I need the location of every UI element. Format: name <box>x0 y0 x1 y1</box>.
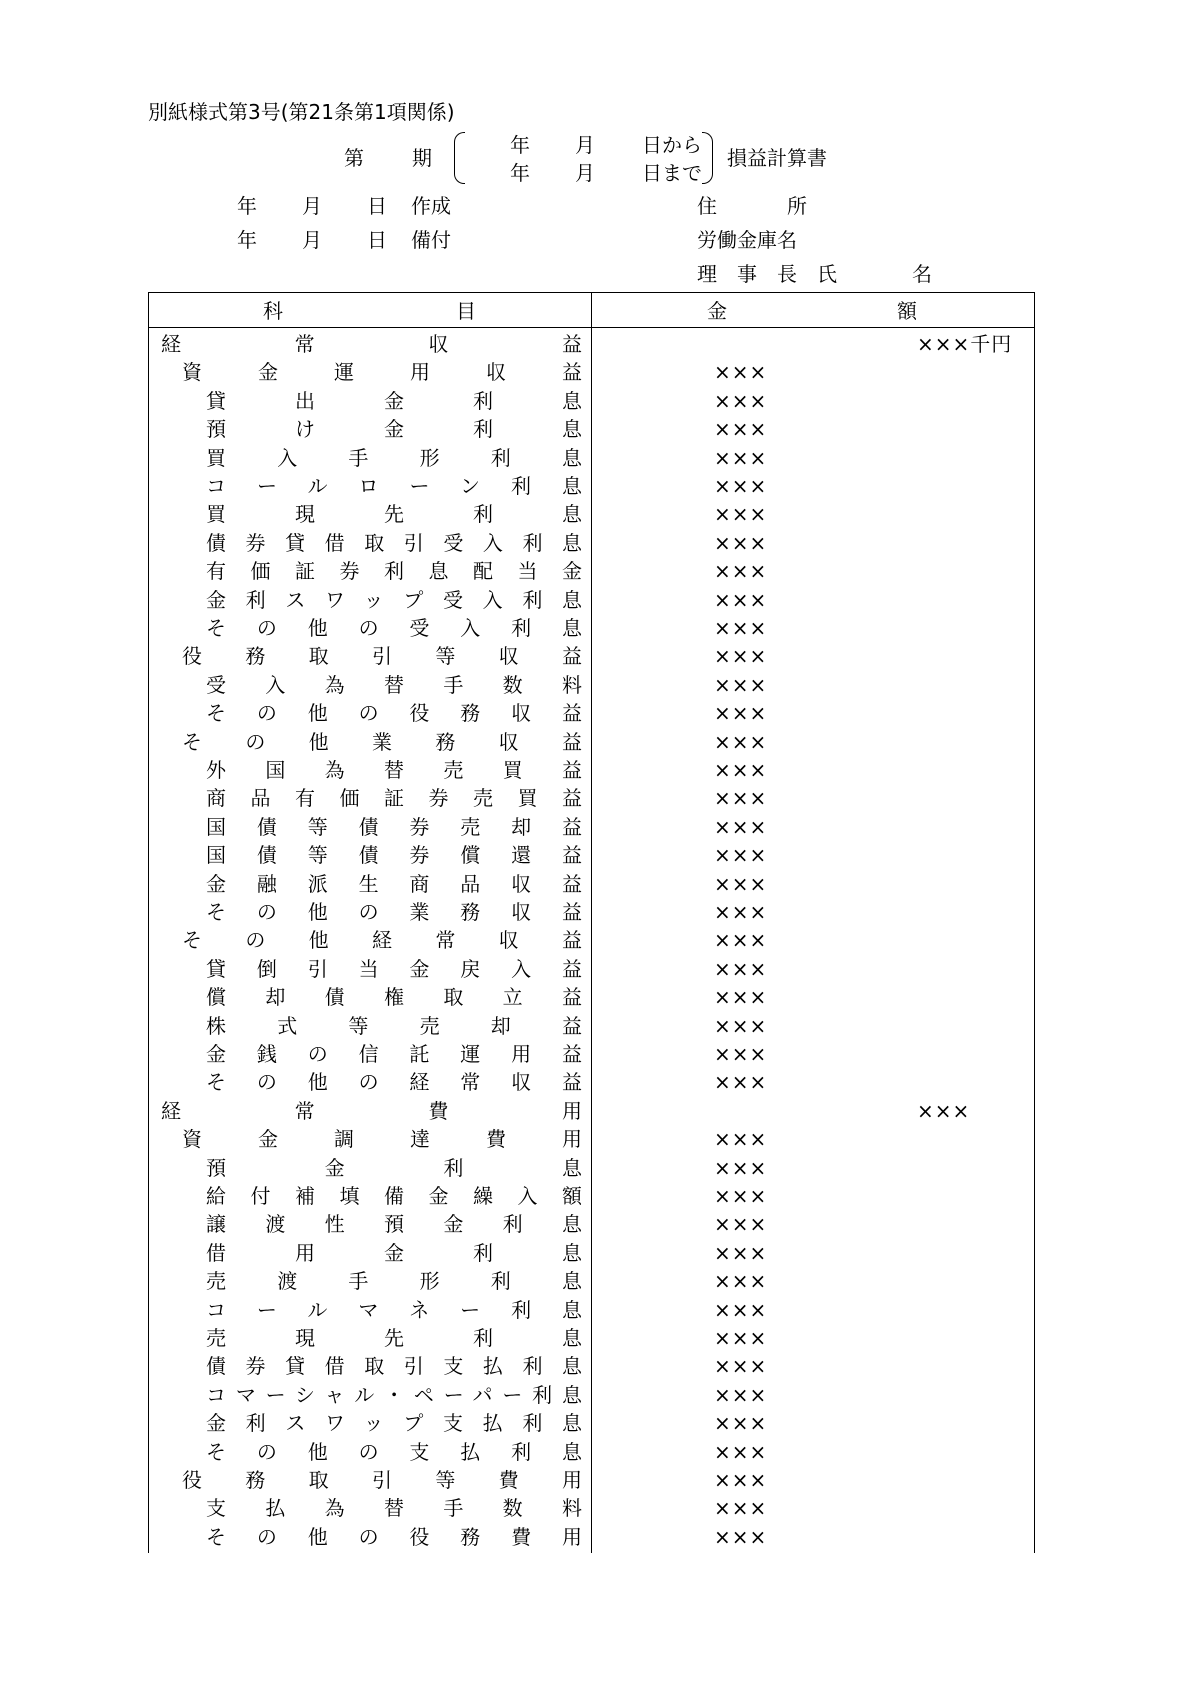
amount-value: ××× <box>714 956 768 981</box>
table-row <box>149 1381 1034 1409</box>
table-row <box>149 1068 1034 1096</box>
table-row <box>149 926 1034 954</box>
created-label: 作成 <box>411 194 451 218</box>
kept-month: 月 <box>302 228 322 252</box>
to-day: 日まで <box>642 161 702 185</box>
amount-value: ××× <box>714 1411 768 1436</box>
address-label-1: 住 <box>697 194 717 218</box>
kept-label: 備付 <box>411 228 451 252</box>
account-label: 金銭の信託運用益 <box>206 1042 582 1066</box>
amount-value: ××× <box>714 1382 768 1407</box>
amount-value: ××× <box>714 1524 768 1549</box>
period-dai: 第 <box>344 146 364 170</box>
table-row <box>149 529 1034 557</box>
table-row <box>149 1012 1034 1040</box>
amount-value: ××× <box>714 1042 768 1066</box>
table-row <box>149 1466 1034 1494</box>
account-label: その他の経常収益 <box>206 1070 582 1095</box>
table-row <box>149 1352 1034 1380</box>
amount-value: ××× <box>714 1240 768 1265</box>
account-label: 借用金利息 <box>206 1240 582 1265</box>
account-label: 役務取引等費用 <box>182 1468 582 1492</box>
total-value: ×××千円 <box>917 332 1013 356</box>
amount-value: ××× <box>714 474 768 498</box>
chairman-name-label: 名 <box>912 262 932 286</box>
from-day: 日から <box>642 133 702 157</box>
account-label: 債券貸借取引支払利息 <box>206 1354 582 1379</box>
account-label: 貸倒引当金戻入益 <box>206 956 582 981</box>
amount-value: ××× <box>714 644 768 669</box>
right-bracket <box>702 132 713 184</box>
table-row <box>149 756 1034 784</box>
account-label: 償却債権取立益 <box>206 985 582 1010</box>
table-row <box>149 472 1034 500</box>
table-row <box>149 1154 1034 1182</box>
account-label: 金融派生商品収益 <box>206 871 582 896</box>
header-item-1: 科 <box>263 299 283 323</box>
form-reference: 別紙様式第3号(第21条第1項関係) <box>148 100 455 124</box>
amount-value: ××× <box>714 445 768 470</box>
account-label: その他経常収益 <box>182 928 582 953</box>
account-label: 預け金利息 <box>206 417 582 442</box>
table-row <box>149 1267 1034 1295</box>
account-label: その他業務収益 <box>182 729 582 754</box>
total-value: ××× <box>917 1098 971 1123</box>
amount-value: ××× <box>714 814 768 839</box>
account-label: 支払為替手数料 <box>206 1496 582 1521</box>
created-day: 日 <box>367 194 387 218</box>
table-row <box>149 1182 1034 1210</box>
income-statement-table <box>148 292 1035 1553</box>
amount-value: ××× <box>714 871 768 896</box>
account-label: その他の役務収益 <box>206 701 582 726</box>
amount-value: ××× <box>714 786 768 811</box>
table-row <box>149 586 1034 614</box>
header-item-2: 目 <box>456 299 476 323</box>
amount-value: ××× <box>714 928 768 953</box>
table-row <box>149 444 1034 472</box>
table-row <box>149 955 1034 983</box>
account-label: 株式等売却益 <box>206 1013 582 1038</box>
created-month: 月 <box>302 194 322 218</box>
amount-value: ××× <box>714 1269 768 1294</box>
account-label: 預金利息 <box>206 1155 582 1180</box>
table-row <box>149 728 1034 756</box>
address-label-2: 所 <box>787 194 807 218</box>
created-year: 年 <box>237 194 257 218</box>
amount-value: ××× <box>714 1127 768 1152</box>
account-label: 国債等債券売却益 <box>206 814 582 839</box>
table-row <box>149 784 1034 812</box>
kept-year: 年 <box>237 228 257 252</box>
from-month: 月 <box>575 133 595 157</box>
account-label: 買現先利息 <box>206 502 582 527</box>
amount-value: ××× <box>714 1354 768 1379</box>
amount-value: ××× <box>714 843 768 868</box>
amount-value: ××× <box>714 758 768 782</box>
header-amount-2: 額 <box>897 299 917 323</box>
amount-value: ××× <box>714 1013 768 1038</box>
table-row <box>149 671 1034 699</box>
account-label: 有価証券利息配当金 <box>206 559 582 584</box>
amount-value: ××× <box>714 1326 768 1350</box>
account-label: 買入手形利息 <box>206 445 582 470</box>
table-row <box>149 1324 1034 1352</box>
amount-value: ××× <box>714 1496 768 1521</box>
amount-value: ××× <box>714 388 768 413</box>
table-row <box>149 1296 1034 1324</box>
table-row <box>149 870 1034 898</box>
left-bracket <box>454 132 465 184</box>
amount-value: ××× <box>714 587 768 612</box>
amount-value: ××× <box>714 1155 768 1180</box>
table-row <box>149 1438 1034 1466</box>
account-label: 役務取引等収益 <box>182 644 582 669</box>
account-label: 譲渡性預金利息 <box>206 1212 582 1237</box>
amount-value: ××× <box>714 616 768 640</box>
amount-value: ××× <box>714 672 768 697</box>
account-label: コールローン利息 <box>206 474 582 498</box>
account-label: その他の受入利息 <box>206 616 582 640</box>
account-label: 金利スワップ支払利息 <box>206 1411 582 1436</box>
header-amount-1: 金 <box>707 299 727 323</box>
account-label: 経常費用 <box>161 1098 582 1123</box>
account-label: 売現先利息 <box>206 1326 582 1350</box>
table-row <box>149 330 1034 358</box>
table-row <box>149 614 1034 642</box>
account-label: 経常収益 <box>161 332 582 356</box>
table-row <box>149 1409 1034 1437</box>
amount-value: ××× <box>714 360 768 385</box>
table-row <box>149 415 1034 443</box>
table-row <box>149 1523 1034 1551</box>
account-label: 金利スワップ受入利息 <box>206 587 582 612</box>
table-row <box>149 898 1034 926</box>
table-row <box>149 387 1034 415</box>
account-label: コールマネー利息 <box>206 1297 582 1322</box>
amount-value: ××× <box>714 559 768 584</box>
account-label: 外国為替売買益 <box>206 758 582 782</box>
chairman-label: 理 事 長 氏 <box>697 262 837 286</box>
account-label: 商品有価証券売買益 <box>206 786 582 811</box>
amount-value: ××× <box>714 900 768 924</box>
amount-value: ××× <box>714 530 768 555</box>
amount-value: ××× <box>714 1070 768 1095</box>
account-label: 国債等債券償還益 <box>206 843 582 868</box>
amount-value: ××× <box>714 1297 768 1322</box>
to-month: 月 <box>575 161 595 185</box>
period-ki: 期 <box>412 146 432 170</box>
account-label: 売渡手形利息 <box>206 1269 582 1294</box>
account-label: 貸出金利息 <box>206 388 582 413</box>
account-label: 資金調達費用 <box>182 1127 582 1152</box>
table-row <box>149 500 1034 528</box>
account-label: その他の業務収益 <box>206 900 582 924</box>
table-row <box>149 1210 1034 1238</box>
table-row <box>149 813 1034 841</box>
table-row <box>149 983 1034 1011</box>
header-divider <box>149 327 1034 328</box>
account-label: 給付補填備金繰入額 <box>206 1184 582 1208</box>
amount-value: ××× <box>714 1184 768 1208</box>
account-label: その他の支払利息 <box>206 1439 582 1464</box>
bank-name-label: 労働金庫名 <box>697 228 797 252</box>
table-row <box>149 557 1034 585</box>
table-row <box>149 1097 1034 1125</box>
amount-value: ××× <box>714 729 768 754</box>
table-row <box>149 841 1034 869</box>
amount-value: ××× <box>714 985 768 1010</box>
table-row <box>149 1125 1034 1153</box>
table-row <box>149 1494 1034 1522</box>
kept-day: 日 <box>367 228 387 252</box>
account-label: 債券貸借取引受入利息 <box>206 530 582 555</box>
amount-value: ××× <box>714 1439 768 1464</box>
table-row <box>149 1040 1034 1068</box>
account-label: コマーシャル・ペーパー利息 <box>206 1382 582 1407</box>
amount-value: ××× <box>714 1212 768 1237</box>
amount-value: ××× <box>714 502 768 527</box>
to-year: 年 <box>510 161 530 185</box>
from-year: 年 <box>510 133 530 157</box>
amount-value: ××× <box>714 1468 768 1492</box>
table-row <box>149 358 1034 386</box>
table-row <box>149 699 1034 727</box>
amount-value: ××× <box>714 417 768 442</box>
table-row <box>149 1239 1034 1267</box>
table-row <box>149 642 1034 670</box>
document-title: 損益計算書 <box>727 146 827 170</box>
account-label: 受入為替手数料 <box>206 672 582 697</box>
amount-value: ××× <box>714 701 768 726</box>
account-label: 資金運用収益 <box>182 360 582 385</box>
account-label: その他の役務費用 <box>206 1524 582 1549</box>
